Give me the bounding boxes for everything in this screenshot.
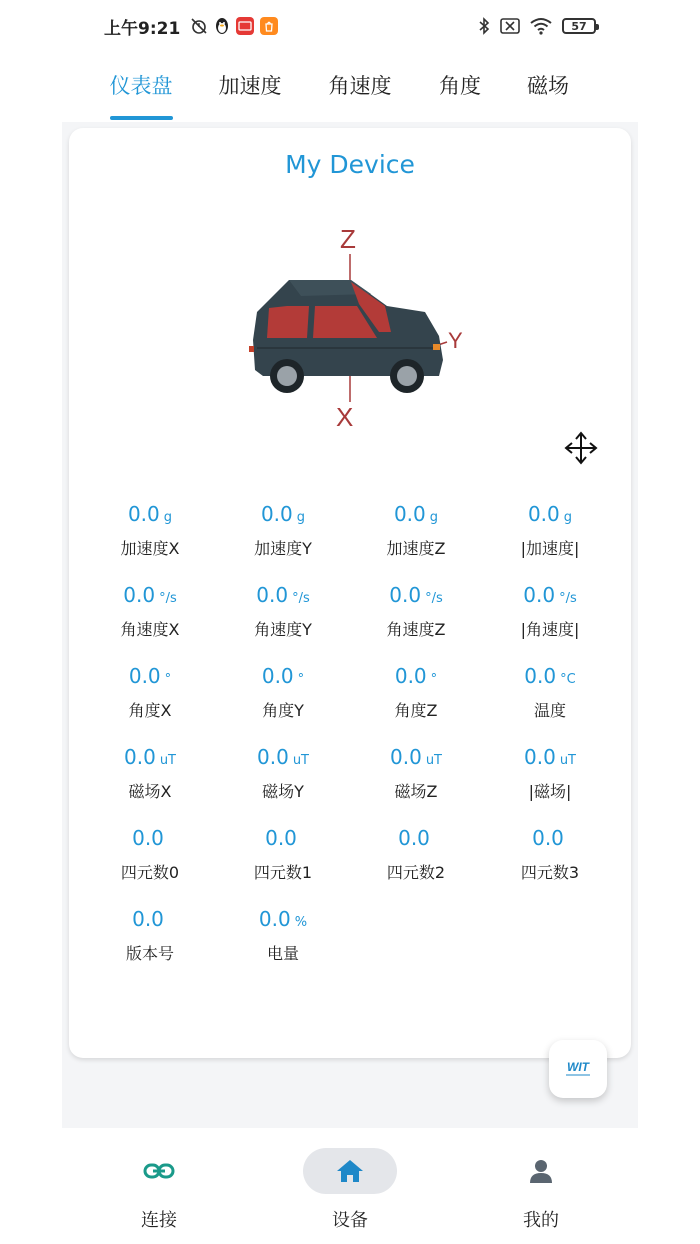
nav-icon-container (303, 1148, 397, 1194)
metric-value: 0.0 (524, 745, 556, 769)
status-bar (0, 0, 700, 52)
tab-magnetic-field[interactable] (518, 52, 578, 118)
metric-value: 0.0 (390, 745, 422, 769)
metric-value: 0.0 (128, 664, 161, 688)
metric-label: 磁场X (128, 782, 172, 801)
metric-quaternion-3 (483, 826, 617, 883)
metric-unit: uT (559, 753, 576, 768)
metric-angle-x (83, 664, 217, 721)
wit-logo-text: WIT (567, 1060, 589, 1074)
metric-value: 0.0 (524, 664, 557, 688)
z-axis-label: Z (340, 224, 356, 254)
metric-value: 0.0 (260, 502, 293, 526)
metric-value: 0.0 (389, 583, 422, 607)
metric-label: |角速度| (520, 620, 580, 639)
shopping-app-icon (260, 17, 278, 35)
tab-label: 磁场 (527, 74, 569, 98)
metric-unit: uT (292, 753, 309, 768)
wifi-icon (530, 17, 552, 35)
metric-label: 四元数3 (520, 863, 580, 882)
metric-label: 四元数1 (253, 863, 313, 882)
metric-unit: g (429, 510, 439, 525)
metric-label: 角速度Z (386, 620, 446, 639)
metric-label: 角度X (128, 701, 172, 720)
tab-bar (0, 52, 700, 120)
battery-indicator: 57 (562, 18, 596, 34)
metric-value: 0.0 (132, 826, 164, 850)
metric-mag-z (349, 745, 483, 802)
metric-label: 角度Z (394, 701, 438, 720)
metric-unit: % (294, 915, 308, 930)
metric-label: 加速度Z (386, 539, 446, 558)
metric-gyro-magnitude (483, 583, 617, 640)
metric-value: 0.0 (261, 664, 294, 688)
metric-label: 四元数2 (386, 863, 446, 882)
nav-icon-container (494, 1148, 588, 1194)
metric-label: 版本号 (125, 944, 174, 963)
link-icon (143, 1161, 175, 1181)
no-sim-icon (500, 18, 520, 34)
metric-value: 0.0 (393, 502, 426, 526)
tab-angle[interactable] (430, 52, 490, 118)
metric-battery (216, 907, 350, 964)
metric-gyro-x (83, 583, 217, 640)
metric-unit: g (163, 510, 173, 525)
wit-logo-icon (560, 1058, 596, 1080)
metric-unit: °/s (159, 591, 177, 606)
metric-gyro-z (349, 583, 483, 640)
x-axis-label: X (336, 402, 354, 432)
metric-unit: °C (560, 672, 576, 687)
metric-value: 0.0 (265, 826, 297, 850)
metric-value: 0.0 (256, 583, 289, 607)
metric-quaternion-1 (216, 826, 350, 883)
metric-unit: ° (297, 672, 305, 687)
metric-angle-y (216, 664, 350, 721)
status-time: 上午9:21 (104, 18, 181, 39)
metric-unit: ° (430, 672, 438, 687)
metric-value: 0.0 (132, 907, 164, 931)
nav-icon-container (112, 1148, 206, 1194)
metric-mag-y (216, 745, 350, 802)
metric-temperature (483, 664, 617, 721)
home-icon (335, 1158, 365, 1184)
news-app-icon (236, 17, 254, 35)
metric-accel-magnitude (483, 502, 617, 559)
metric-unit: °/s (559, 591, 577, 606)
metric-label: 电量 (266, 944, 299, 963)
status-right (478, 17, 596, 35)
metric-value: 0.0 (532, 826, 564, 850)
tab-label: 仪表盘 (109, 74, 173, 98)
nav-device[interactable] (290, 1148, 410, 1232)
metric-value: 0.0 (527, 502, 560, 526)
tab-label: 角度 (439, 74, 481, 98)
metric-unit: uT (425, 753, 442, 768)
metric-accel-z (349, 502, 483, 559)
metric-label: 角度Y (262, 701, 304, 720)
metric-unit: °/s (292, 591, 310, 606)
move-icon[interactable] (563, 430, 599, 466)
metric-version (83, 907, 217, 964)
metric-unit: uT (159, 753, 176, 768)
tab-angular-velocity[interactable] (321, 52, 399, 118)
tab-acceleration[interactable] (211, 52, 289, 118)
metric-label: 磁场Y (262, 782, 304, 801)
metric-label: 角速度X (120, 620, 180, 639)
bluetooth-icon (478, 17, 490, 35)
metric-value: 0.0 (258, 907, 291, 931)
metric-value: 0.0 (127, 502, 160, 526)
metric-label: 温度 (533, 701, 566, 720)
metric-accel-x (83, 502, 217, 559)
nav-label: 连接 (141, 1210, 177, 1231)
tab-label: 加速度 (218, 74, 282, 98)
alarm-off-icon (190, 17, 208, 35)
metric-unit: °/s (425, 591, 443, 606)
nav-connect[interactable] (99, 1148, 219, 1232)
metric-value: 0.0 (257, 745, 289, 769)
metric-quaternion-2 (349, 826, 483, 883)
tab-indicator (110, 116, 173, 120)
metric-label: 角速度Y (254, 620, 312, 639)
metric-label: |磁场| (528, 782, 572, 801)
metric-unit: g (563, 510, 573, 525)
device-title: My Device (285, 150, 415, 179)
status-left (104, 14, 278, 39)
person-icon (528, 1158, 554, 1184)
nav-label: 我的 (523, 1210, 559, 1231)
metric-accel-y (216, 502, 350, 559)
penguin-icon (214, 17, 230, 35)
device-card (69, 128, 631, 1058)
tab-label: 角速度 (328, 74, 392, 98)
metric-label: 磁场Z (394, 782, 438, 801)
device-3d-model[interactable] (239, 220, 479, 440)
wit-logo-button[interactable] (549, 1040, 607, 1098)
metric-label: 四元数0 (120, 863, 180, 882)
metric-label: 加速度Y (254, 539, 312, 558)
tab-dashboard[interactable] (102, 52, 180, 118)
metric-value: 0.0 (523, 583, 556, 607)
metric-angle-z (349, 664, 483, 721)
metric-unit: ° (164, 672, 172, 687)
car-model-icon (239, 220, 479, 440)
metric-mag-magnitude (483, 745, 617, 802)
metric-label: |加速度| (520, 539, 580, 558)
bottom-navigation (0, 1130, 700, 1244)
metric-value: 0.0 (394, 664, 427, 688)
metric-mag-x (83, 745, 217, 802)
nav-label: 设备 (332, 1210, 368, 1231)
nav-profile[interactable] (481, 1148, 601, 1232)
metric-quaternion-0 (83, 826, 217, 883)
metric-unit: g (296, 510, 306, 525)
metric-value: 0.0 (398, 826, 430, 850)
y-axis-label: Y (448, 328, 463, 353)
metric-label: 加速度X (120, 539, 180, 558)
metric-value: 0.0 (123, 583, 156, 607)
metric-gyro-y (216, 583, 350, 640)
metric-value: 0.0 (124, 745, 156, 769)
